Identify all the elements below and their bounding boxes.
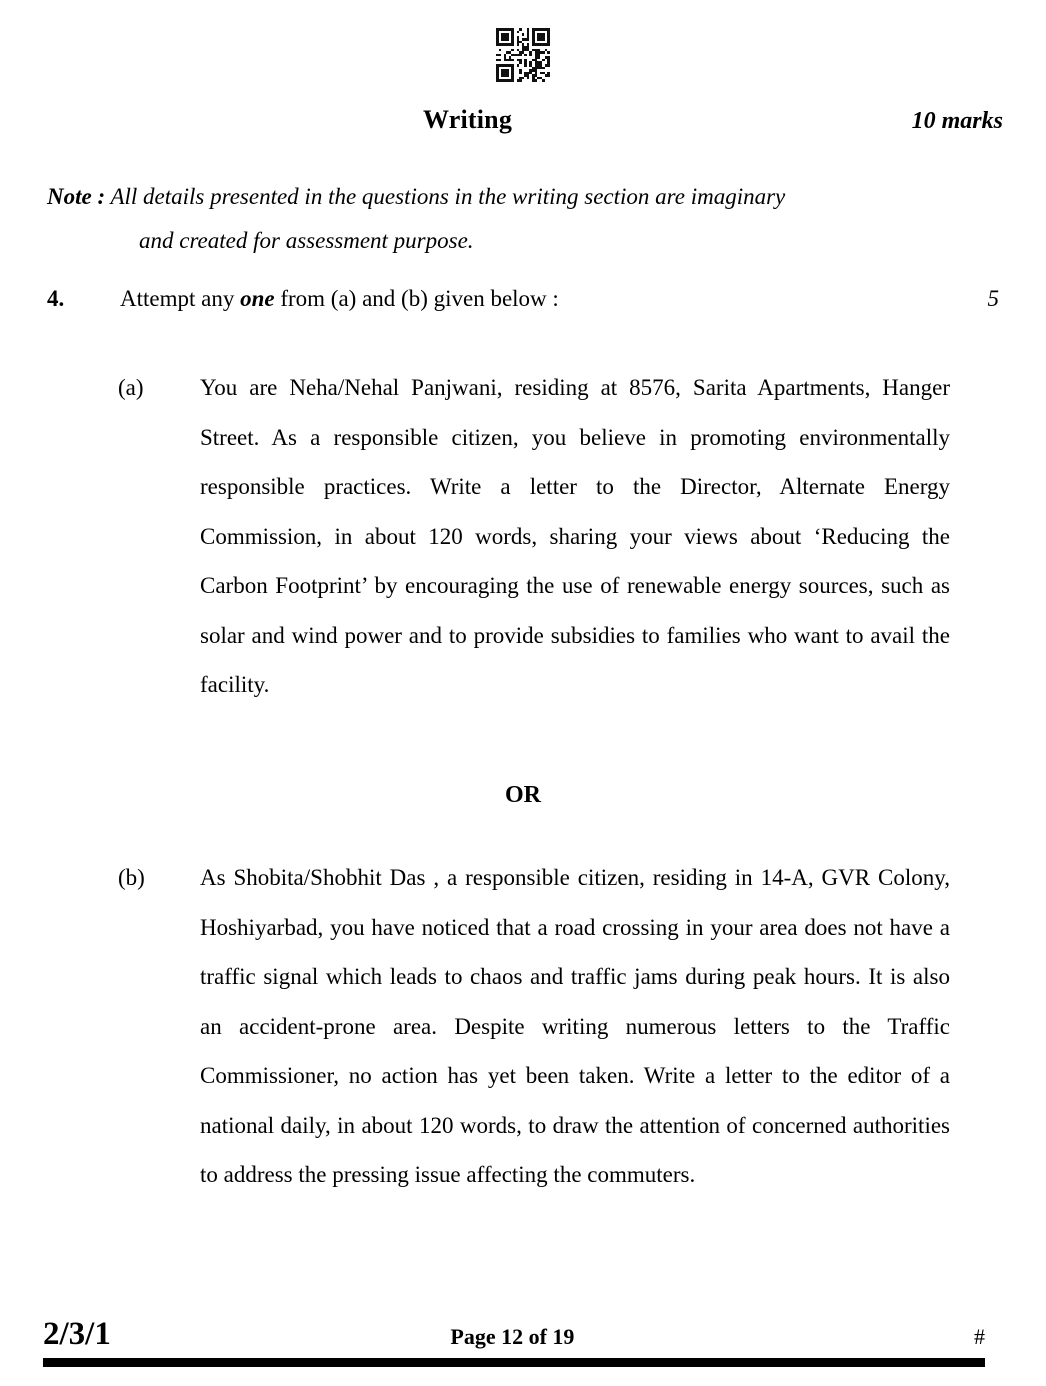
question-part-a bbox=[118, 363, 950, 710]
question-4-row bbox=[47, 286, 999, 312]
instruction-post: from (a) and (b) given below : bbox=[274, 286, 559, 311]
part-a-label: (a) bbox=[118, 375, 144, 400]
qr-code-container bbox=[0, 28, 1046, 82]
note-label: Note : bbox=[47, 184, 106, 209]
part-b-label: (b) bbox=[118, 865, 145, 890]
question-marks: 5 bbox=[987, 286, 999, 311]
page-header bbox=[43, 105, 1003, 135]
or-divider: OR bbox=[505, 782, 541, 808]
page-number-label: Page 12 of 19 bbox=[450, 1324, 575, 1349]
instruction-emphasis: one bbox=[240, 286, 275, 311]
question-number: 4. bbox=[47, 286, 65, 311]
instruction-pre: Attempt any bbox=[120, 286, 241, 311]
qr-code-icon bbox=[496, 28, 550, 82]
note-line-2: and created for assessment purpose. bbox=[139, 228, 474, 253]
paper-code: 2/3/1 bbox=[43, 1316, 111, 1352]
note-block bbox=[47, 175, 967, 263]
part-a-text: You are Neha/Nehal Panjwani, residing at 8576, Sarita Apartments, Hanger Street. As a responsible citizen, you believe in promoting environmentally responsible practices. Write a letter to the Director, Alternate Energy Commission, in about 120 words, sharing your views about ‘Reducing the Carbon Footprint’ by encouraging the use of renewable energy sources, such as solar and wind power and to provide subsidies to families who want to avail the facility. bbox=[200, 375, 950, 697]
question-part-b bbox=[118, 853, 950, 1200]
note-line-1: All details presented in the questions in the writing section are imaginary bbox=[105, 184, 786, 209]
question-instruction bbox=[120, 286, 968, 312]
part-b-text: As Shobita/Shobhit Das , a responsible citizen, residing in 14-A, GVR Colony, Hoshiyarbad, you have noticed that a road crossing in your area does not have a traffic signal which leads to chaos and traffic jams during peak hours. It is also an accident-prone area. Despite writing numerous letters to the Traffic Commissioner, no action has yet been taken. Write a letter to the editor of a national daily, in about 120 words, to draw the attention of concerned authorities to address the pressing issue affecting the commuters. bbox=[200, 865, 950, 1187]
section-marks: 10 marks bbox=[911, 108, 1003, 134]
section-title: Writing bbox=[423, 105, 513, 134]
end-mark: # bbox=[974, 1324, 985, 1349]
page-footer bbox=[43, 1316, 985, 1353]
footer-rule bbox=[43, 1358, 985, 1367]
